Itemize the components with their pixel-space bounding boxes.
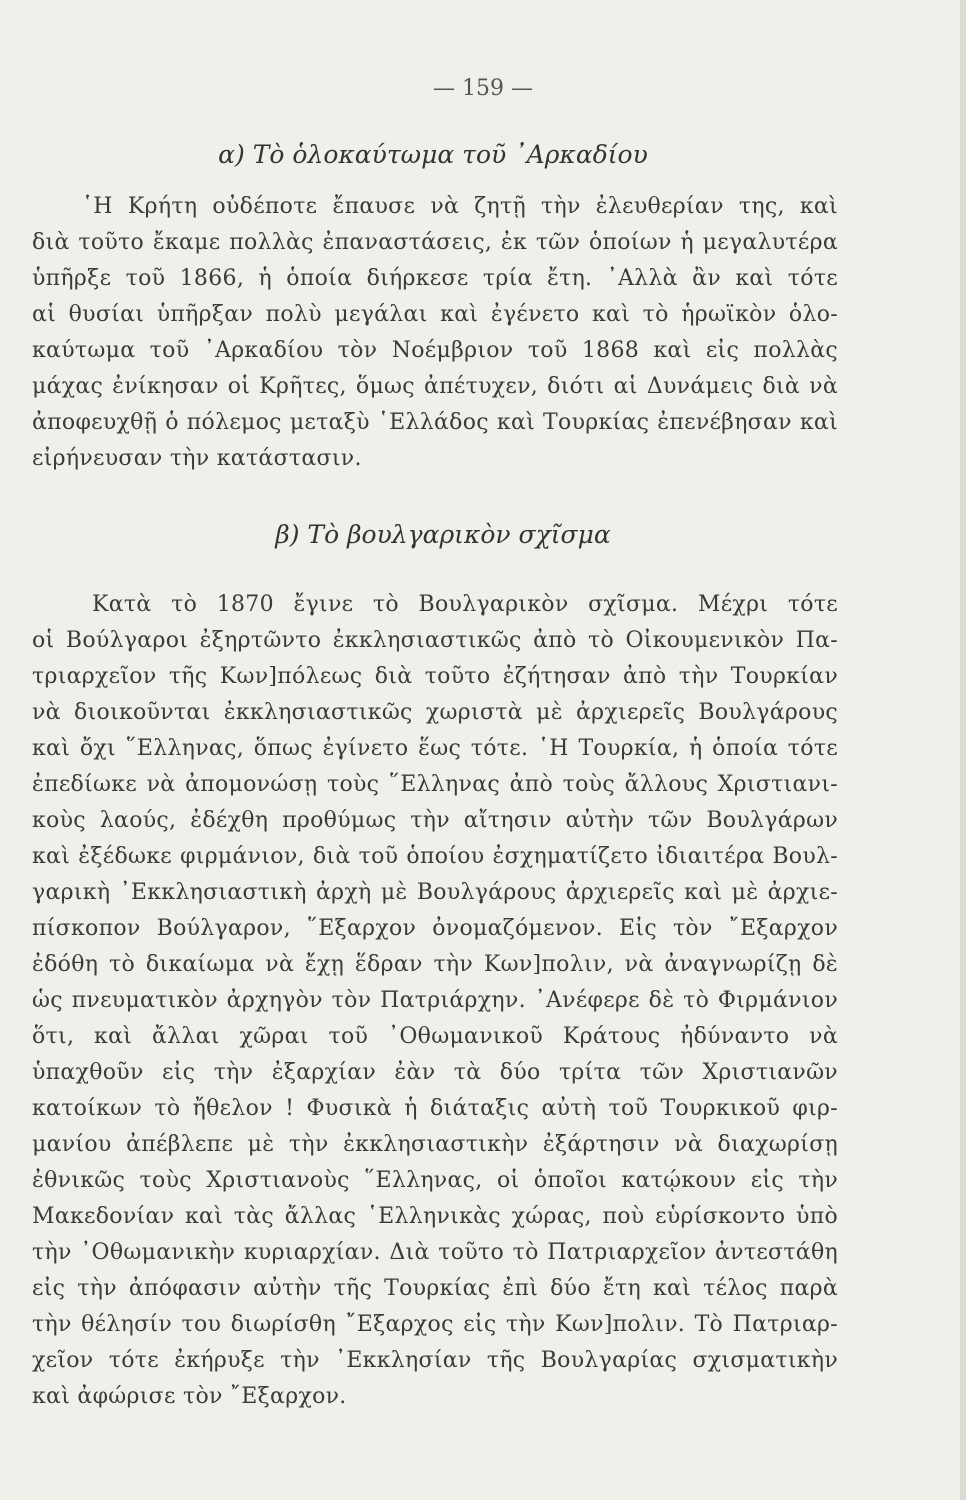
text-line: ὅτι, καὶ ἄλλαι χῶραι τοῦ ᾿Οθωμανικοῦ Κράτους ἠδύναντο νὰ xyxy=(32,1024,838,1049)
section-a-heading: α) Τὸ ὁλοκαύτωμα τοῦ ᾿Αρκαδίου xyxy=(218,140,648,169)
text-line: καὶ ἐξέδωκε φιρμάνιον, διὰ τοῦ ὁποίου ἐσχηματίζετο ἰδιαιτέρα Βουλ- xyxy=(32,844,838,869)
text-line: εἰς τὴν ἀπόφασιν αὐτὴν τῆς Τουρκίας ἐπὶ δύο ἔτη καὶ τέλος παρὰ xyxy=(32,1276,838,1301)
text-line: κατοίκων τὸ ἤθελον ! Φυσικὰ ἡ διάταξις αὐτὴ τοῦ Τουρκικοῦ φιρ- xyxy=(32,1096,838,1121)
text-line: ἐπεδίωκε νὰ ἀπομονώσῃ τοὺς ῞Ελληνας ἀπὸ τοὺς ἄλλους Χριστιανι- xyxy=(32,772,838,797)
text-line: μάχας ἐνίκησαν οἱ Κρῆτες, ὅμως ἀπέτυχεν, διότι αἱ Δυνάμεις διὰ νὰ xyxy=(32,374,838,399)
text-line: τὴν θέλησίν του διωρίσθη ῎Εξαρχος εἰς τὴν Κων]πολιν. Τὸ Πατριαρ- xyxy=(32,1312,838,1337)
text-line: κοὺς λαούς, ἐδέχθη προθύμως τὴν αἴτησιν αὐτὴν τῶν Βουλγάρων xyxy=(32,808,838,833)
text-line: χεῖον τότε ἐκήρυξε τὴν ᾿Εκκλησίαν τῆς Βουλγαρίας σχισματικὴν xyxy=(32,1348,838,1373)
text-line: ὑπαχθοῦν εἰς τὴν ἐξαρχίαν ἐὰν τὰ δύο τρίτα τῶν Χριστιανῶν xyxy=(32,1060,838,1085)
text-line: Κατὰ τὸ 1870 ἔγινε τὸ Βουλγαρικὸν σχῖσμα. Μέχρι τότε xyxy=(92,592,838,617)
text-line: καύτωμα τοῦ ᾿Αρκαδίου τὸν Νοέμβριον τοῦ 1868 καὶ εἰς πολλὰς xyxy=(32,338,838,363)
text-line: διὰ τοῦτο ἔκαμε πολλὰς ἐπαναστάσεις, ἐκ τῶν ὁποίων ἡ μεγαλυτέρα xyxy=(32,230,838,255)
text-line: γαρικὴ ᾿Εκκλησιαστικὴ ἀρχὴ μὲ Βουλγάρους ἀρχιερεῖς καὶ μὲ ἀρχιε- xyxy=(32,880,838,905)
text-line: καὶ ἀφώρισε τὸν ῎Εξαρχον. xyxy=(32,1384,347,1409)
text-line: Μακεδονίαν καὶ τὰς ἄλλας ῾Ελληνικὰς χώρας, ποὺ εὑρίσκοντο ὑπὸ xyxy=(32,1204,838,1229)
text-line: ὑπῆρξε τοῦ 1866, ἡ ὁποία διήρκεσε τρία ἔτη. ᾿Αλλὰ ἂν καὶ τότε xyxy=(32,266,838,291)
text-line: μανίου ἀπέβλεπε μὲ τὴν ἐκκλησιαστικὴν ἐξάρτησιν νὰ διαχωρίσῃ xyxy=(32,1132,838,1157)
text-line: τὴν ᾿Οθωμανικὴν κυριαρχίαν. Διὰ τοῦτο τὸ Πατριαρχεῖον ἀντεστάθη xyxy=(32,1240,838,1265)
text-line: τριαρχεῖον τῆς Κων]πόλεως διὰ τοῦτο ἐζήτησαν ἀπὸ τὴν Τουρκίαν xyxy=(32,664,838,689)
text-line: αἱ θυσίαι ὑπῆρξαν πολὺ μεγάλαι καὶ ἐγένετο καὶ τὸ ἡρωϊκὸν ὁλο- xyxy=(32,302,838,327)
text-line: πίσκοπον Βούλγαρον, ῞Εξαρχον ὀνομαζόμενον. Εἰς τὸν ῎Εξαρχον xyxy=(32,916,838,941)
text-line: ὡς πνευματικὸν ἀρχηγὸν τὸν Πατριάρχην. ᾿Ανέφερε δὲ τὸ Φιρμάνιον xyxy=(32,988,838,1013)
text-line: ἐθνικῶς τοὺς Χριστιανοὺς ῞Ελληνας, οἱ ὁποῖοι κατῴκουν εἰς τὴν xyxy=(32,1168,838,1193)
section-b-heading: β) Τὸ βουλγαρικὸν σχῖσμα xyxy=(275,520,611,549)
text-line: οἱ Βούλγαροι ἐξηρτῶντο ἐκκλησιαστικῶς ἀπὸ τὸ Οἰκουμενικὸν Πα- xyxy=(32,628,838,653)
text-line: ἀποφευχθῇ ὁ πόλεμος μεταξὺ ῾Ελλάδος καὶ Τουρκίας ἐπενέβησαν καὶ xyxy=(32,410,838,435)
text-line: εἰρήνευσαν τὴν κατάστασιν. xyxy=(32,446,362,471)
page-number: — 159 — xyxy=(433,76,533,101)
text-line: ῾Η Κρήτη οὐδέποτε ἔπαυσε νὰ ζητῇ τὴν ἐλευθερίαν της, καὶ xyxy=(82,194,838,219)
text-line: νὰ διοικοῦνται ἐκκλησιαστικῶς χωριστὰ μὲ ἀρχιερεῖς Βουλγάρους xyxy=(32,700,838,725)
page-edge xyxy=(960,0,966,1500)
text-line: ἐδόθη τὸ δικαίωμα νὰ ἔχῃ ἕδραν τὴν Κων]πολιν, νὰ ἀναγνωρίζῃ δὲ xyxy=(32,952,838,977)
text-line: καὶ ὄχι ῞Ελληνας, ὅπως ἐγίνετο ἕως τότε. ῾Η Τουρκία, ἡ ὁποία τότε xyxy=(32,736,838,761)
